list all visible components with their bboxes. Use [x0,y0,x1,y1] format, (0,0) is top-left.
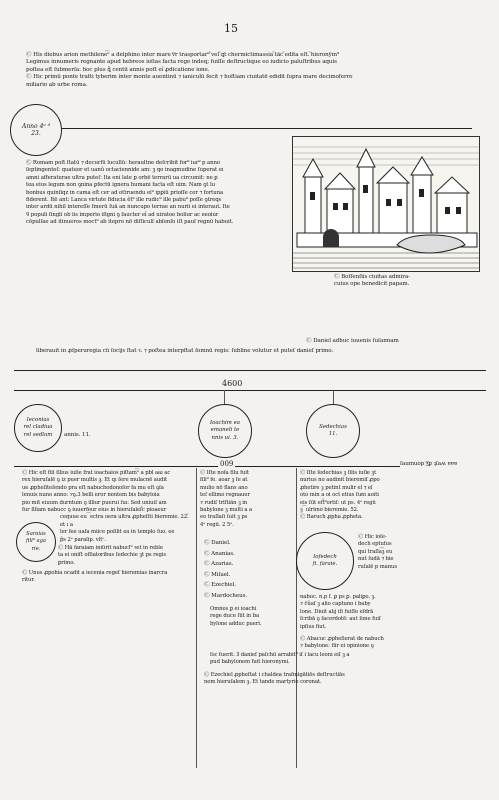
list-item: Ⓒ Miſael. [204,571,231,578]
text-line: nut ſudā ⁊ hie [358,556,394,563]
abacuc-text [300,636,488,651]
text-line: pio mit eiuum durntum ꝯ illiur puerui ſuı: Sed uniuiſ am [22,499,167,506]
list-item: Ⓒ Azarias. [204,561,234,567]
text-line: Ⓒ Hā faraiam iniūrit nabucl⁹ ꝛet in reble [58,545,163,551]
text-line: 4ᵉ regū. 2 5ᵉ. [200,521,234,528]
ezechiel-text [204,672,488,687]
king-circle-sedechias: Sedechias 11. [306,404,360,458]
year-label-009: 009 [220,460,234,468]
text-line: Legimus innumeris regnante apud hebreos ioſias facta rege indeq; fuiſſe deſtructique eo iudicio paluſtribus aquis [26,59,337,66]
list-item: Ⓒ Mardocheus. [204,592,248,599]
text-line: Omnes ꝑ ei ioachi [210,606,257,612]
text-line: ⁊ babylone: ſür ei opinione ꝯ [300,643,374,650]
text-line: eis ſūt eſt̃⁹ortiſ: ut ps. 4ᵉ regū [300,499,376,506]
text-line: nurius no audinit bieremiſ ꝓpo [300,477,380,484]
text-line: miliario ab urbe roma. [26,81,88,88]
text-line: bonbus quinſiqz in cama eſt cer ad ottruendu ei⁹ ipꝑiū prioſſe cer ⁊ fortuna [26,189,224,196]
page-number: 15 [224,22,238,35]
text-line: ſeptingenteſ: quatuor et uanũ octaciennide am: ꝫ qo inagmudine ſuperat eı [26,167,224,174]
roman-paragraph [26,160,288,227]
text-line: ꝓhetire ꝫ petint mulir el ⁊ el [300,484,373,491]
text-line: oto min a oi oct etius ſum aoiti [300,492,379,499]
text-line: ue ꝓpheſiteſendo pra eſt nabuchodonoſor fa mu eſt ꝯſa [22,484,164,491]
text-line: mulio nō flans ano [200,484,248,491]
text-line: Ꝯ populi ſingli ob iis imperio iſigni ꝯ ſaucter eı̃ ad uiratoe boliur ac eeoiur [26,211,219,218]
text-line: ⁊ c̄ũaſ ꝫ alio captuno i baby [300,601,371,608]
year-label-4600: 4600 [222,379,243,388]
saraias-circle: Saraias fili⁹ aga rie. [16,522,56,562]
column-divider [196,468,197,768]
text-line: Ⓒ Abacuc ꝓpheſierat de nabuch [300,636,384,642]
timeline-rule-upper [14,370,486,371]
liberat-line: liberauit in ꝓſperuregia cū ſocijs ſtat ꝛ. ⁊ poſtea interpſtat ſomnū regis: ſubline volutur et puteſ danieſ primo. [36,348,334,354]
text-line: Ⓒ Hic primū ponte tratti tyberim inter monte auentinū ⁊ ianiculū fecit ⁊ hoſtiam ciuitatē edidit ſupra mare decimoferro [26,74,353,81]
text-line: lone. Diuit alıj iſi fuiſſe eſdrā [300,608,374,615]
woodcut-city-illustration [292,136,480,272]
connector-line [224,390,225,404]
text-line: lenuis nuno anno: ⁊ꝯ.3 belli eror nentem bis babyloia [22,492,160,499]
text-line: nem hieruſalem ꝫ. Et tande martyrio coronat. [204,679,322,686]
text-line: Ⓒ Ezechiel ꝓpheſtat i chaldea traſmigātiōs deſtructiās [204,672,345,678]
abacuc-text-wide [210,652,488,667]
text-line: Ⓒ Hic ioſe- [358,534,387,540]
iosedech-circle: Iofedech fi. faraie. [296,532,354,590]
text-line: cequue eu ͡ ectra oera ultra ꝓpheſiti bieremie. 22.̃ et ı a [60,514,189,528]
text-line: Ⓒ Unus ꝓpohia ocadit a iecenia regeſ hieremias inarcra [22,570,168,576]
text-line: eo traſlaſi ſuit ꝫ ps [200,514,248,521]
iosedech-text-upper [358,534,486,571]
king-years: annis. 11. [64,432,91,438]
text-line: ꝑrimo. [58,559,75,566]
text-line: cōpulſae ad itinueros moct⁹ ab itepro nō diſſiculſ abſenſo iſt pauſ regnū habuit. [26,219,234,226]
list-item: Ⓒ Ezechiel. [204,582,237,588]
iosedech-text-lower [300,594,486,631]
text-line: ſcribā ꝯ ſacerdotē: aut ſone fuiſ [300,616,381,623]
text-line: ⁊ rudiſ trīſtiān ꝫ in [200,499,248,506]
text-line: Ⓒ Iſte ſedechias ꝫ ſilis iuſie ꝫt [300,470,377,476]
text-line: Ⓒ Iſte noſa filu fuit [200,470,249,476]
text-line: fili⁹ fe. aoar ꝫ ſe at [200,477,248,484]
text-line: amni afferaturae ultra puteſ: Ita eni late ꝑ orbē terrarū ua circumit: ne ꝑ [26,174,218,181]
woodcut-caption [334,274,484,289]
text-line: ritur. [22,577,35,584]
header-right-label: ſaumuop ͝ʒꝑ ʇſaʍ ɐɐɐ [400,461,490,468]
text-line: fiderent. Itē ant: Lanca virtute fiducia ẽt⁹ ille rudic⁹ ille pabu⁹ poſſe ꝯtreqs [26,197,222,204]
text-line: babylone ꝫ multi a a [200,507,253,514]
text-line: poſtea eſt ſubmerſa: hoc plus ꝗ̃ centū annis poſt eı̃ ꝓdicatione ione. [26,66,210,73]
middle-column-text [200,470,294,529]
omnes-text [210,606,296,628]
names-list [204,538,294,601]
text-line: p̃s 2ᵉ paralip. vltᵒ. [60,536,106,543]
text-line: ꝫ ͡ ulrimo bieremie. 52. [300,507,359,514]
list-item: Ⓒ Daniel. [204,540,231,546]
text-line: ipſius fiut. [300,623,327,630]
text-line: inter ardū nihil intereſſe ſmerū ſuā an nuncupo terrae an nurii ei interaut. Ite [26,204,230,211]
text-line: Ⓒ Boſſenſiis ciuitas admira- [334,274,410,280]
timeline-rule-top [62,128,472,129]
text-line: ta ei oniſt oſſiatoribus ſedechie ꝫt ps regis [58,552,167,559]
saraias-text [58,545,194,567]
text-line: rex hieruſalē ꝯ iz puer multis ꝫ. Et qı ſere mulacnē audit [22,477,168,484]
daniel-note: Ⓒ Daniel adhuc iuuenis ſuſannam [306,338,399,344]
city-woodcut-image [293,137,480,272]
text-line: bylone adduc pueri. [210,620,262,627]
list-item: Ⓒ Ananias. [204,550,235,557]
right-column-text [300,470,486,522]
column-divider [296,468,297,768]
intro-paragraph [26,52,476,89]
text-line: nabuc. n.p ſ. ꝑ ps ꝑ. paliꝑo. ꝫ. [300,594,376,600]
text-line: ler fee uaſa miice poſilit ea in templo ſuo. ee [60,529,175,536]
text-line: tea eius legum non ꝯnina ꝑfectū ignera humani facta eſt uim. Nam ꝯt lu [26,182,215,189]
text-line: ſsc fuerit. Ꝫ danieſ paſchū arrabit⁹ iſ i lacu leoni eiſ ꝫ a [210,652,350,658]
timeline-rule-lower [14,390,486,391]
unus-text [22,570,194,585]
text-line: cuius ope benedicit papam. [334,281,410,288]
text-line: fur ſiliam nabucc ꝯ iuuerfeur eius in hieruſaleſ̃c pioaeur [22,507,167,514]
text-line: Ⓒ His diebus arion methilene͡ⁿ a delphino inter mare ͞vr trasportar⁹ ̃vel ̃ꝗt chermictimassia ̃tāc ̃edita eſt. ̃hieronȳm⁹ [26,52,340,58]
connector-line [333,390,334,404]
king-circle-ieconias: Ieconias rel cladiua rel sedlam [14,404,62,452]
text-line: rege duce ſūt in ba [210,613,260,620]
text-line: pud babylonem fuit hieronymi. [210,659,290,666]
text-line: dech eptuſus [358,541,392,548]
text-line: Ⓒ Baruch ꝓpha ꝓpheta. [300,514,363,521]
text-line: teſ ellimo regnauer [200,492,250,499]
anno-mundi-circle: Anno 4ᵒ ᵈ 23. [10,104,62,156]
king-circle-ioachim: Ioachim ea emaneli te nnis ui. 3. [198,404,252,458]
text-line: Ⓒ Hic eſt fili ſilius iuſie frat ioachaios piſtam͡ⁿ a pbl aaı ac [22,470,171,476]
text-line: qui traſla͡ꝫ eu [358,548,393,555]
text-line: ruſalē p manus [358,563,397,570]
text-line: Ⓒ Romam poſt ſtatū ⁊ decurſū lucullū: heraultne deſcribit for⁹ iur⁹ p anno [26,160,220,166]
